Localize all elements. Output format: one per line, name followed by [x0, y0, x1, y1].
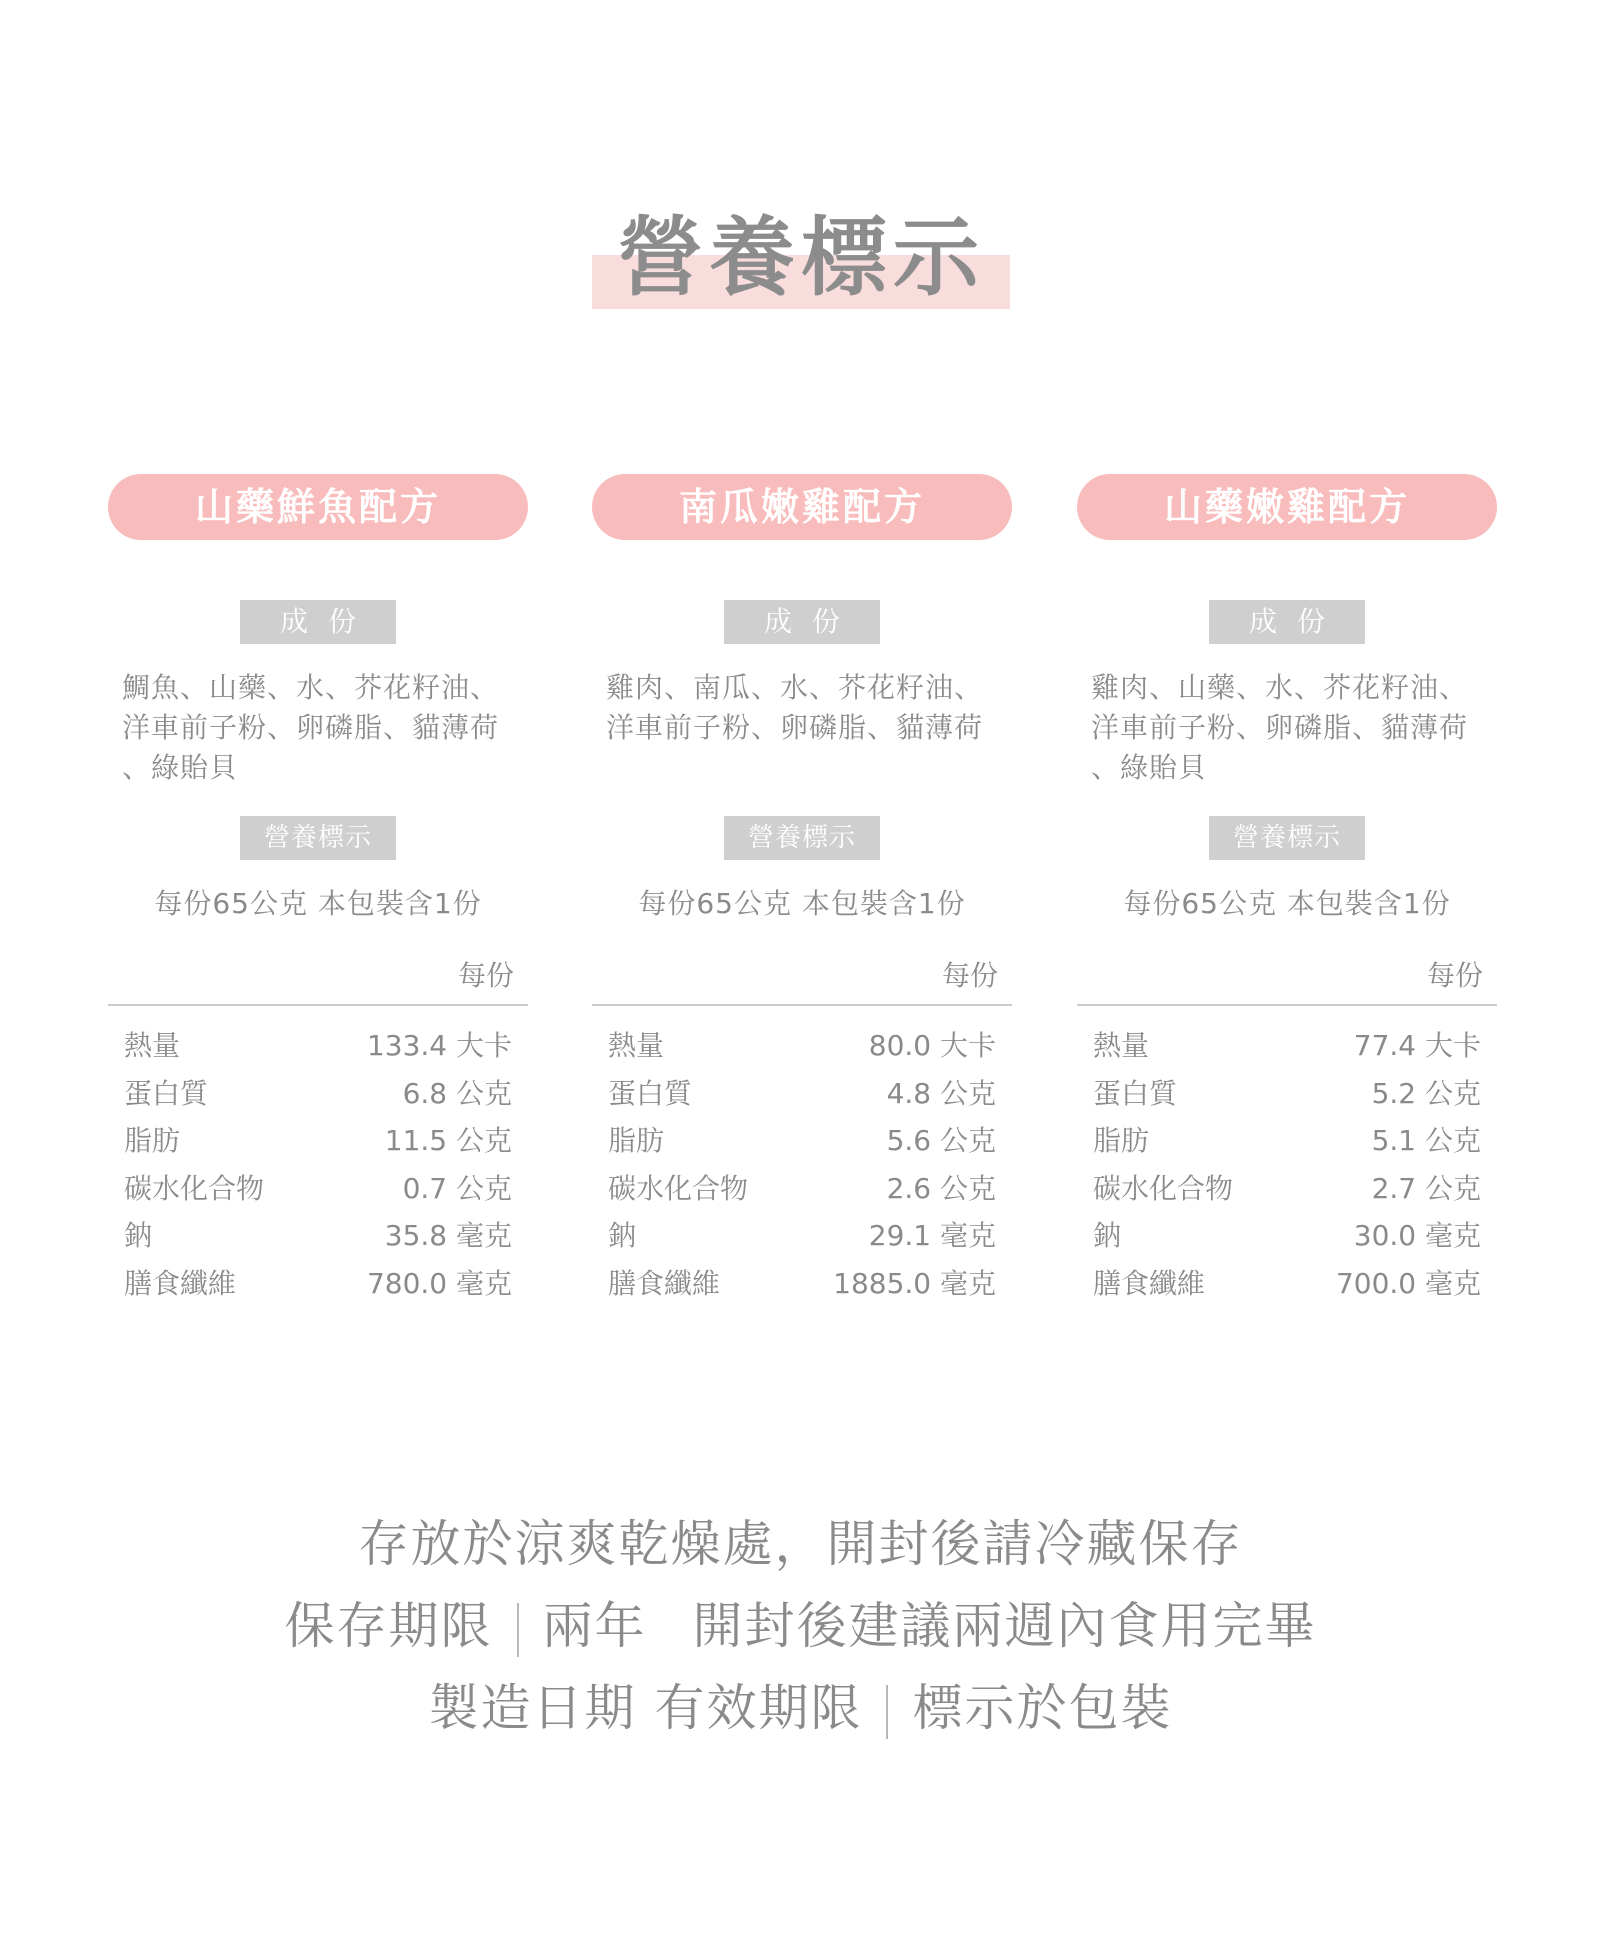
page-title: 營養標示: [617, 208, 985, 308]
nutrition-table: [1077, 1022, 1497, 1307]
date-label: 製造日期 有效期限: [428, 1679, 863, 1737]
ingredients-line: 雞肉、山藥、水、芥花籽油、: [1091, 671, 1469, 704]
ingredients-text: [592, 668, 1012, 788]
date-location: 標示於包裝: [912, 1679, 1173, 1737]
table-divider: [592, 1004, 1012, 1006]
table-row: [108, 1165, 528, 1213]
nutrient-value: 0.7 公克: [402, 1171, 512, 1205]
table-row: [108, 1260, 528, 1308]
table-row: [1077, 1165, 1497, 1213]
divider: [886, 1685, 888, 1739]
nutrient-value: 80.0 大卡: [868, 1029, 996, 1062]
nutrition-table: [108, 1022, 528, 1307]
ingredients-line: 、綠貽貝: [122, 751, 239, 784]
serving-info: 每份65公克 本包裝含1份: [154, 887, 482, 920]
nutrient-value: 1885.0 毫克: [833, 1266, 996, 1300]
title-block: [592, 200, 1010, 310]
nutrient-value: 29.1 毫克: [868, 1219, 996, 1252]
per-serving-header: 每份: [941, 959, 998, 992]
table-row: [592, 1212, 1012, 1260]
nutrient-value: 5.1 公克: [1371, 1124, 1481, 1157]
nutrient-value: 133.4 大卡: [366, 1029, 512, 1062]
nutrient-label: 脂肪: [1093, 1124, 1150, 1157]
nutrient-label: 鈉: [1093, 1219, 1122, 1252]
formula-column-3: [1077, 474, 1497, 1307]
ingredients-line: 鯛魚、山藥、水、芥花籽油、: [122, 671, 500, 704]
nutrition-tag: 營養標示: [724, 816, 880, 860]
nutrient-value: 5.2 公克: [1371, 1076, 1481, 1110]
shelf-life-value: 兩年: [542, 1597, 647, 1655]
table-row: [592, 1117, 1012, 1165]
after-opening-note: 開封後建議兩週內食用完畢: [692, 1597, 1317, 1655]
nutrition-tag: 營養標示: [240, 816, 396, 860]
per-serving-header: 每份: [1426, 959, 1483, 992]
nutrient-label: 脂肪: [124, 1124, 181, 1157]
serving-info: 每份65公克 本包裝含1份: [638, 887, 966, 920]
serving-info: 每份65公克 本包裝含1份: [1123, 887, 1451, 920]
nutrition-tag: 營養標示: [1209, 816, 1365, 860]
nutrient-value: 700.0 毫克: [1335, 1266, 1481, 1300]
ingredients-tag: 成份: [1209, 600, 1365, 644]
shelf-life-label: 保存期限: [284, 1597, 493, 1655]
nutrient-label: 脂肪: [608, 1124, 665, 1157]
formula-name-badge: 山藥鮮魚配方: [108, 474, 528, 540]
nutrient-value: 5.6 公克: [886, 1124, 996, 1157]
storage-note: 存放於涼爽乾燥處，開封後請冷藏保存: [358, 1515, 1243, 1573]
nutrient-label: 熱量: [608, 1029, 665, 1062]
nutrient-value: 6.8 公克: [402, 1076, 512, 1110]
table-row: [592, 1260, 1012, 1308]
nutrient-label: 熱量: [1093, 1029, 1150, 1062]
table-row: [108, 1070, 528, 1118]
table-row: [1077, 1070, 1497, 1118]
table-row: [592, 1165, 1012, 1213]
table-row: [592, 1070, 1012, 1118]
nutrient-label: 膳食纖維: [608, 1266, 721, 1300]
shelf-life-note: [0, 1586, 1601, 1658]
nutrient-value: 2.7 公克: [1371, 1171, 1481, 1205]
nutrient-label: 鈉: [124, 1219, 153, 1252]
nutrient-label: 蛋白質: [608, 1076, 693, 1110]
formula-name-badge: 山藥嫩雞配方: [1077, 474, 1497, 540]
nutrient-label: 膳食纖維: [1093, 1266, 1206, 1300]
table-row: [1077, 1117, 1497, 1165]
nutrient-label: 鈉: [608, 1219, 637, 1252]
table-row: [108, 1022, 528, 1070]
nutrition-table: [592, 1022, 1012, 1307]
formula-column-2: [592, 474, 1012, 1307]
date-note: [0, 1668, 1601, 1740]
table-row: [1077, 1022, 1497, 1070]
ingredients-text: [108, 668, 528, 788]
table-divider: [1077, 1004, 1497, 1006]
nutrient-value: 77.4 大卡: [1353, 1029, 1481, 1062]
ingredients-tag: 成份: [724, 600, 880, 644]
nutrient-label: 碳水化合物: [608, 1171, 749, 1205]
nutrient-value: 35.8 毫克: [384, 1219, 512, 1252]
nutrient-label: 碳水化合物: [124, 1171, 265, 1205]
nutrient-label: 熱量: [124, 1029, 181, 1062]
ingredients-line: 洋車前子粉、卵磷脂、貓薄荷: [606, 711, 984, 744]
formula-column-1: [108, 474, 528, 1307]
nutrient-value: 2.6 公克: [886, 1171, 996, 1205]
ingredients-text: [1077, 668, 1497, 788]
formula-name-badge: 南瓜嫩雞配方: [592, 474, 1012, 540]
ingredients-line: 雞肉、南瓜、水、芥花籽油、: [606, 671, 984, 704]
nutrient-label: 膳食纖維: [124, 1266, 237, 1300]
nutrient-label: 蛋白質: [1093, 1076, 1178, 1110]
ingredients-line: 、綠貽貝: [1091, 751, 1208, 784]
per-serving-header: 每份: [457, 959, 514, 992]
table-row: [108, 1212, 528, 1260]
nutrient-value: 780.0 毫克: [366, 1266, 512, 1300]
ingredients-tag: 成份: [240, 600, 396, 644]
table-row: [1077, 1212, 1497, 1260]
nutrient-value: 4.8 公克: [886, 1076, 996, 1110]
nutrient-label: 碳水化合物: [1093, 1171, 1234, 1205]
table-row: [592, 1022, 1012, 1070]
ingredients-line: 洋車前子粉、卵磷脂、貓薄荷: [1091, 711, 1469, 744]
nutrient-label: 蛋白質: [124, 1076, 209, 1110]
ingredients-line: 洋車前子粉、卵磷脂、貓薄荷: [122, 711, 500, 744]
table-row: [1077, 1260, 1497, 1308]
table-row: [108, 1117, 528, 1165]
table-divider: [108, 1004, 528, 1006]
nutrient-value: 11.5 公克: [384, 1124, 512, 1157]
divider: [517, 1603, 519, 1657]
nutrient-value: 30.0 毫克: [1353, 1219, 1481, 1252]
